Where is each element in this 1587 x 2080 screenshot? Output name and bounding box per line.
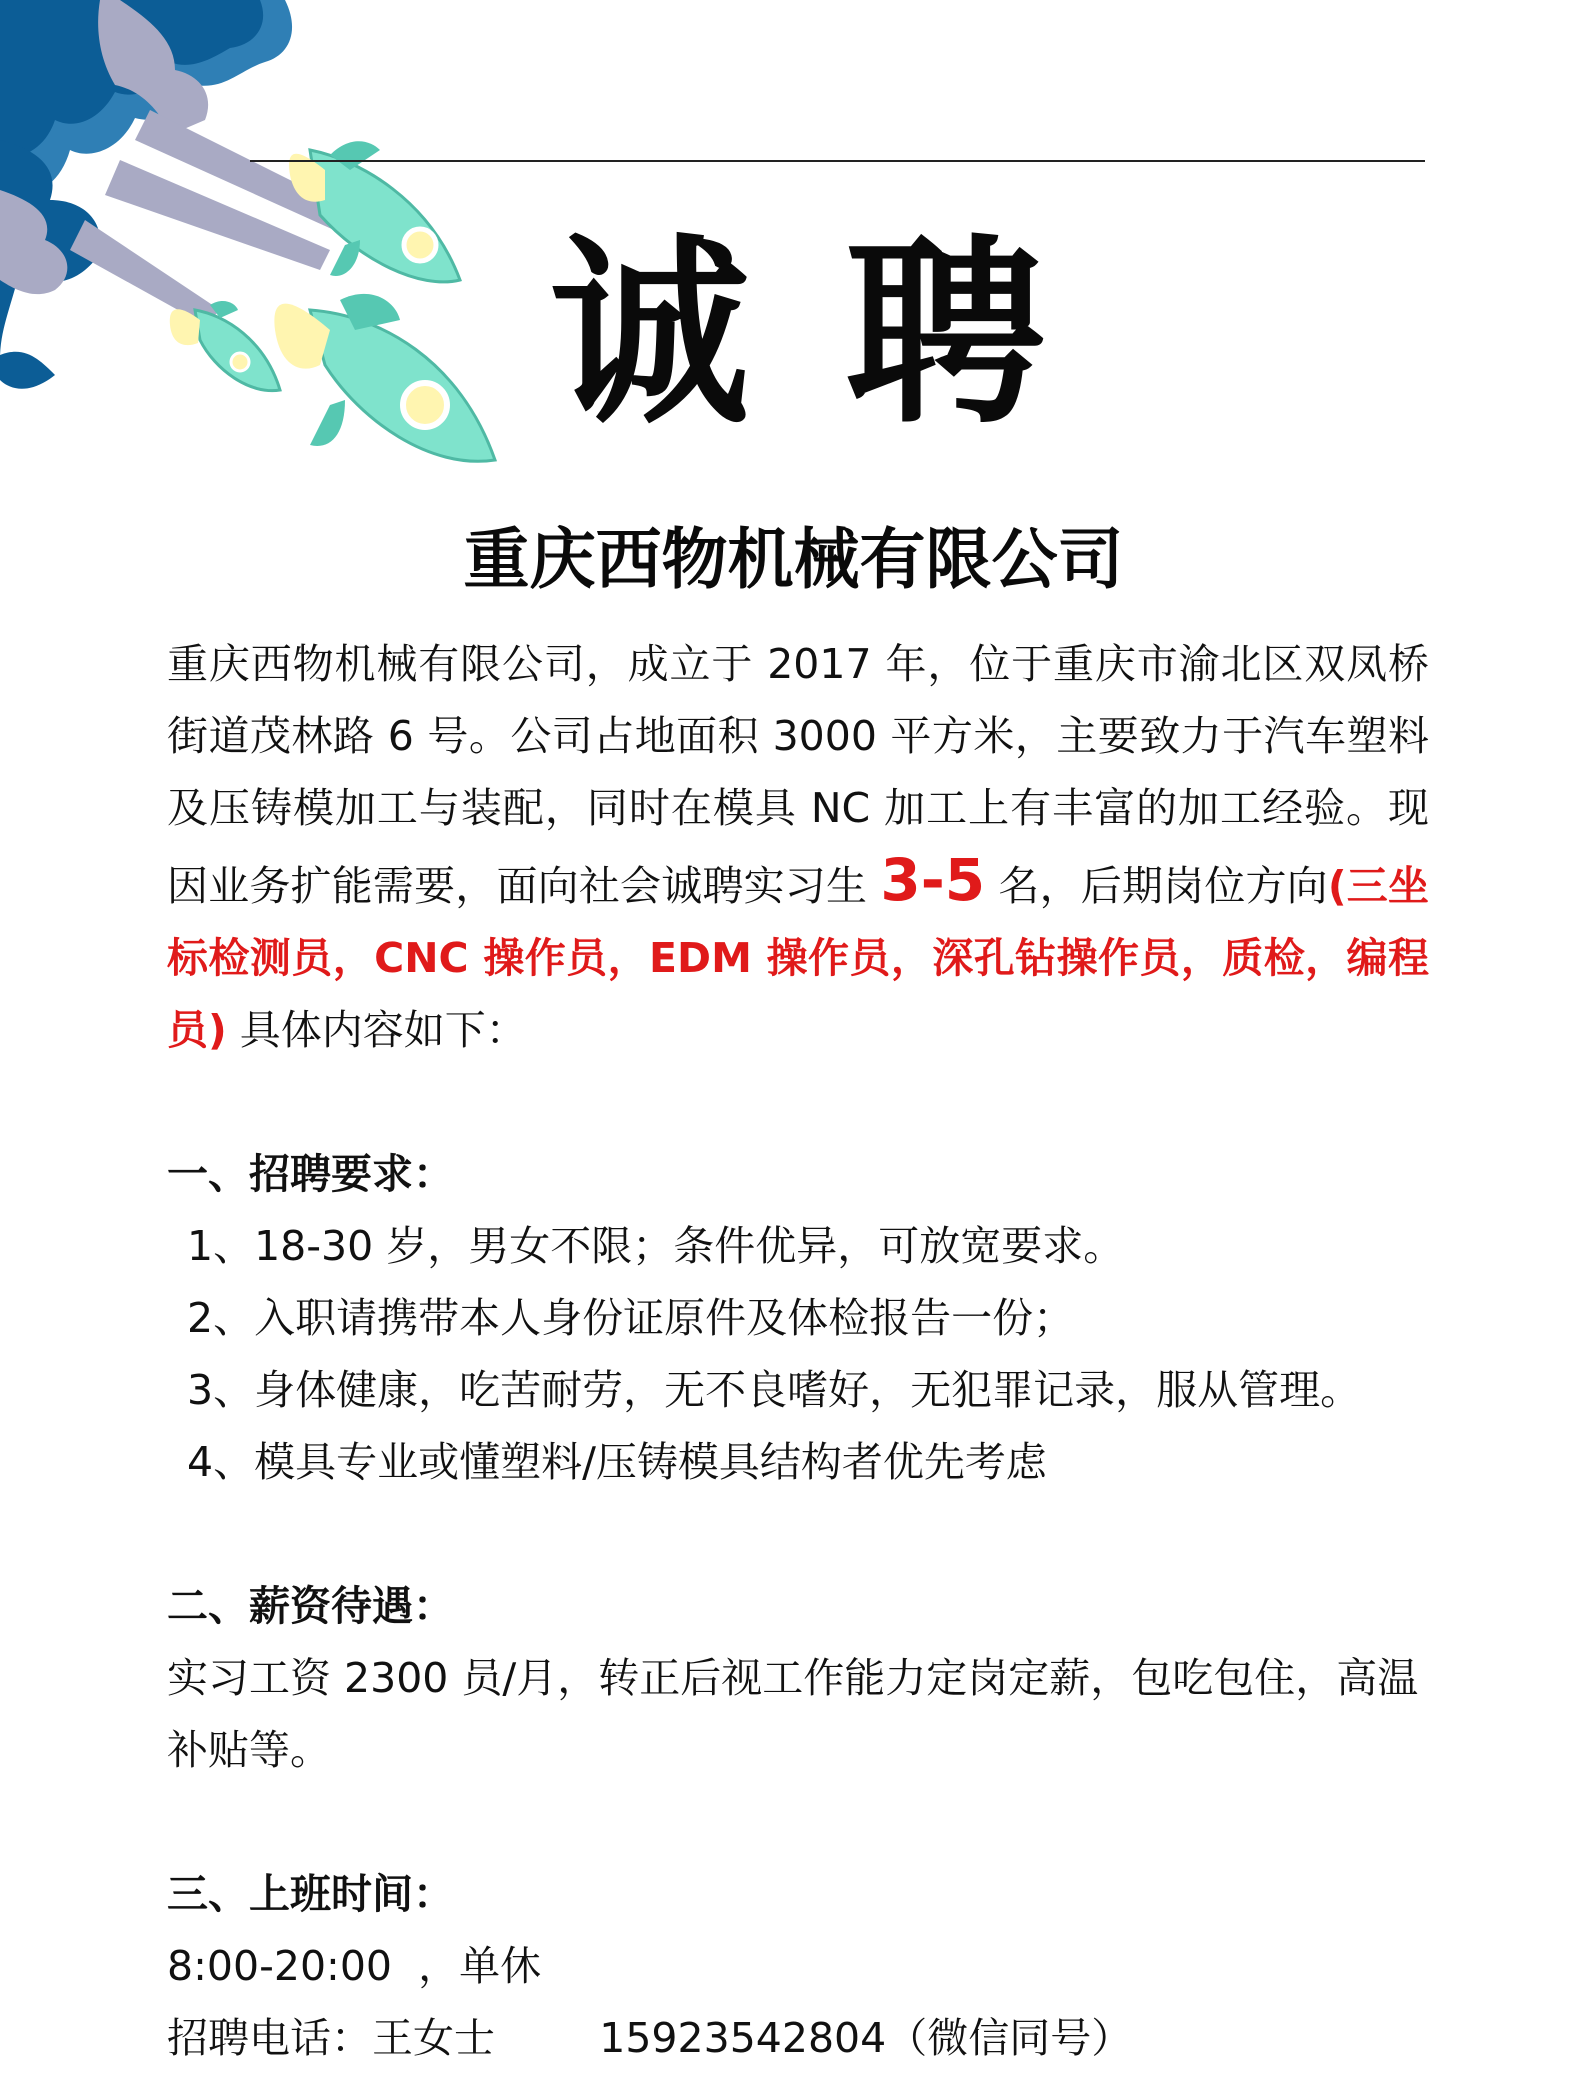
intro-paragraph xyxy=(167,628,1429,1066)
requirements-heading: 一、招聘要求： xyxy=(167,1150,454,1198)
rocket-icon xyxy=(274,294,495,461)
header-rule xyxy=(250,160,1425,162)
position-list: (三坐标检测员，CNC 操作员，EDM 操作员，深孔钻操作员，质检，编程员) xyxy=(167,862,1429,1054)
list-item: 1、18-30 岁，男女不限；条件优异，可放宽要求。 xyxy=(187,1222,1125,1270)
list-item: 4、模具专业或懂塑料/压铸模具结构者优先考虑 xyxy=(187,1438,1047,1486)
rocket-icon xyxy=(170,301,280,391)
hours-heading: 三、上班时间： xyxy=(167,1870,454,1918)
intro-text: 重庆西物机械有限公司，成立于 2017 年，位于重庆市渝北区双凤桥街道茂林路 6 号。公司占地面积 3000 平方米，主要致力于汽车塑料及压铸模加工与装配，同时在模具 NC 加工上有丰富的加工经验。现因业务扩能需要，面向社会诚聘实习生 xyxy=(167,640,1429,910)
contact-line xyxy=(167,2002,1429,2074)
salary-heading: 二、薪资待遇： xyxy=(167,1582,454,1630)
hours-text: 8:00-20:00 ，单休 xyxy=(167,1942,542,1990)
intro-text-2: 名，后期岗位方向 xyxy=(985,862,1328,910)
salary-text: 实习工资 2300 员/月，转正后视工作能力定岗定薪，包吃包住，高温补贴等。 xyxy=(167,1654,1419,1774)
intern-count: 3-5 xyxy=(880,846,986,914)
company-name: 重庆西物机械有限公司 xyxy=(463,521,1124,598)
document-body xyxy=(167,628,1429,2074)
intro-text-3: 具体内容如下： xyxy=(226,1006,527,1054)
contact-phone: 15923542804（微信同号） xyxy=(599,2014,1133,2062)
contact-label: 招聘电话：王女士 xyxy=(167,2014,495,2062)
page-title: 诚聘 xyxy=(550,218,1141,451)
requirements-list xyxy=(167,1210,1429,1498)
rocket-cloud-illustration xyxy=(0,0,520,480)
list-item: 3、身体健康，吃苦耐劳，无不良嗜好，无犯罪记录，服从管理。 xyxy=(187,1366,1362,1414)
list-item: 2、入职请携带本人身份证原件及体检报告一份； xyxy=(187,1294,1075,1342)
